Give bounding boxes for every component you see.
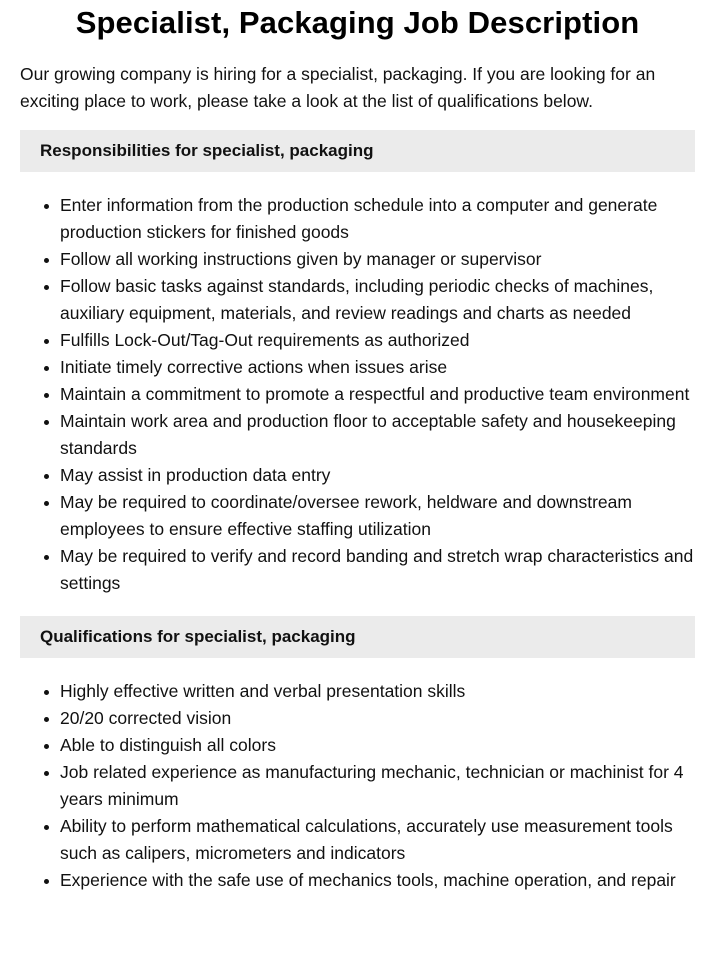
list-item: Fulfills Lock-Out/Tag-Out requirements as authorized <box>60 327 695 354</box>
section-header-responsibilities: Responsibilities for specialist, packaging <box>20 130 695 172</box>
list-item: Initiate timely corrective actions when issues arise <box>60 354 695 381</box>
list-item: Follow basic tasks against standards, including periodic checks of machines, auxiliary equipment, materials, and review readings and charts as needed <box>60 273 695 327</box>
list-item: Ability to perform mathematical calculations, accurately use measurement tools such as calipers, micrometers and indicators <box>60 813 695 867</box>
page-title: Specialist, Packaging Job Description <box>75 5 640 40</box>
list-item: May assist in production data entry <box>60 462 695 489</box>
list-item: Highly effective written and verbal presentation skills <box>60 678 695 705</box>
list-item: Enter information from the production schedule into a computer and generate production stickers for finished goods <box>60 192 695 246</box>
intro-paragraph: Our growing company is hiring for a specialist, packaging. If you are looking for an exciting place to work, please take a look at the list of qualifications below. <box>20 64 656 111</box>
list-item: May be required to coordinate/oversee rework, heldware and downstream employees to ensure effective staffing utilization <box>60 489 695 543</box>
list-item: Maintain work area and production floor to acceptable safety and housekeeping standards <box>60 408 695 462</box>
list-item: Follow all working instructions given by manager or supervisor <box>60 246 695 273</box>
list-item: May be required to verify and record banding and stretch wrap characteristics and settings <box>60 543 695 597</box>
section-header-qualifications: Qualifications for specialist, packaging <box>20 616 695 658</box>
list-item: Able to distinguish all colors <box>60 732 695 759</box>
list-item: Experience with the safe use of mechanics tools, machine operation, and repair <box>60 867 695 894</box>
responsibilities-list <box>20 192 695 597</box>
qualifications-list <box>20 678 695 894</box>
list-item: 20/20 corrected vision <box>60 705 695 732</box>
list-item: Maintain a commitment to promote a respectful and productive team environment <box>60 381 695 408</box>
list-item: Job related experience as manufacturing mechanic, technician or machinist for 4 years minimum <box>60 759 695 813</box>
